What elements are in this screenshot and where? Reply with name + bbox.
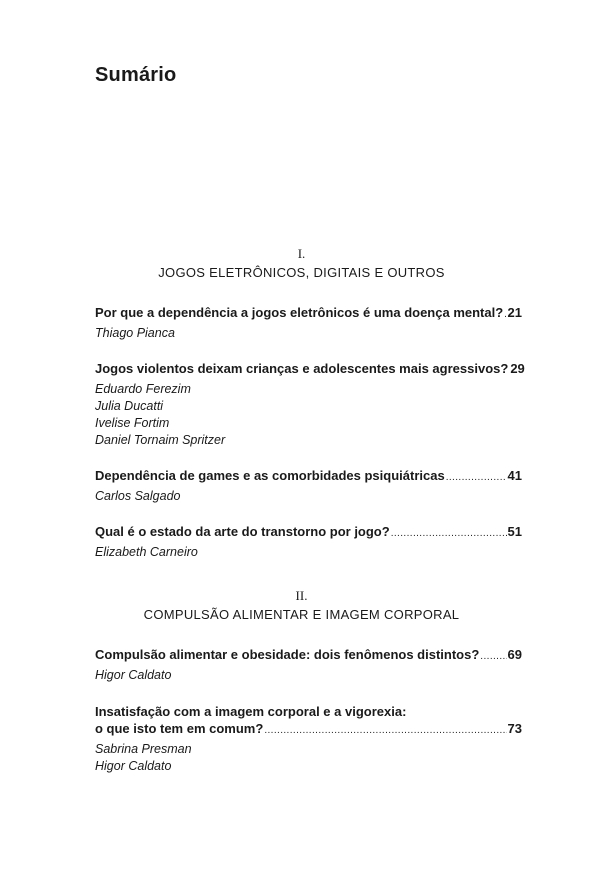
entry-page: 21: [507, 305, 522, 320]
entry-author: Higor Caldato: [95, 759, 172, 773]
page-title: Sumário: [95, 64, 177, 86]
entry-page: 73: [507, 721, 522, 736]
entry-author: Higor Caldato: [95, 668, 172, 682]
part-numeral: I.: [297, 246, 306, 261]
entry-author: Eduardo Ferezim: [95, 382, 191, 396]
entry-title: Compulsão alimentar e obesidade: dois fenômenos distintos?: [95, 647, 480, 662]
entry-title: o que isto tem em comum?: [95, 721, 264, 736]
entry-author: Daniel Tornaim Spritzer: [95, 433, 226, 447]
entry-author: Sabrina Presman: [95, 742, 192, 756]
entry-author: Elizabeth Carneiro: [95, 545, 198, 559]
dot-leader: [446, 469, 507, 486]
dot-leader: [504, 306, 506, 323]
entry-page: 41: [507, 468, 522, 483]
part-numeral: II.: [295, 588, 308, 603]
toc-entry[interactable]: [95, 703, 522, 775]
entry-page: 29: [510, 361, 525, 376]
toc-entry[interactable]: [95, 523, 522, 561]
toc-entry[interactable]: [95, 467, 522, 505]
entry-author: Ivelise Fortim: [95, 416, 170, 430]
entry-author: Carlos Salgado: [95, 489, 181, 503]
entry-title: Qual é o estado da arte do transtorno por jogo?: [95, 524, 390, 539]
entry-page: 69: [507, 647, 522, 662]
dot-leader: [480, 648, 506, 665]
toc-entry[interactable]: [95, 646, 522, 684]
entry-author: Julia Ducatti: [95, 399, 164, 413]
entry-title-line1: Insatisfação com a imagem corporal e a vigorexia:: [95, 704, 407, 719]
entry-title: Por que a dependência a jogos eletrônicos é uma doença mental?: [95, 305, 504, 320]
part-heading: COMPULSÃO ALIMENTAR E IMAGEM CORPORAL: [143, 607, 460, 622]
entry-title: Jogos violentos deixam crianças e adolescentes mais agressivos?: [95, 361, 509, 376]
dot-leader: [264, 722, 506, 739]
toc-entry[interactable]: [95, 304, 522, 342]
part-heading: JOGOS ELETRÔNICOS, DIGITAIS E OUTROS: [158, 265, 445, 280]
entry-page: 51: [507, 524, 522, 539]
entry-author: Thiago Pianca: [95, 326, 175, 340]
dot-leader: [391, 525, 507, 542]
entry-title: Dependência de games e as comorbidades psiquiátricas: [95, 468, 445, 483]
toc-entry[interactable]: [95, 360, 525, 449]
